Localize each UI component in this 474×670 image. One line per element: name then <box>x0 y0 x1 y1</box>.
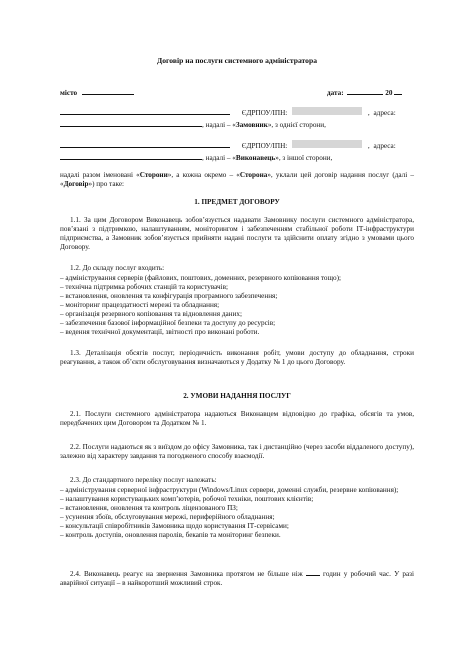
section2-p4-text-b: годин у робочий час. У разі аварійної ситуації – в найкоротший можливий строк. <box>60 570 414 587</box>
intro-paragraph: надалі разом іменовані «Сторони», а кожна окремо – «Сторона», уклали цей договір надання послуг (далі – «Договір») про таке: <box>60 171 415 188</box>
party2-role: Виконавець <box>235 154 276 162</box>
party1-row1: ЄДРПОУ/ІПН: , адреса: <box>60 106 420 118</box>
section2-heading: 2. УМОВИ НАДАННЯ ПОСЛУГ <box>183 392 291 400</box>
section2-p1: 2.1. Послуги системного адміністратора надаються Виконавцем відповідно до графіка, обсягів та умов, передбачених цим Договором та Додатком № 1. <box>60 410 414 427</box>
section1-heading: 1. ПРЕДМЕТ ДОГОВОРУ <box>194 198 280 206</box>
section1-p2-intro: 1.2. До складу послуг входить: <box>70 264 165 272</box>
party1-suffix-post: », з однієї сторони, <box>267 121 326 129</box>
section1-list <box>60 274 414 337</box>
party1-address-field[interactable] <box>60 118 202 127</box>
party1-role: Замовник <box>235 121 268 129</box>
list-item: – організація резервного копіювання та відновлення даних; <box>60 310 242 318</box>
list-item: – ведення технічної документації, звітності про виконані роботи. <box>60 328 260 336</box>
city-label: місто <box>60 89 78 97</box>
list-item: – усунення збоїв, обслуговування мережі, периферійного обладнання; <box>60 513 275 521</box>
list-item: – встановлення, оновлення та контроль ліцензованого ПЗ; <box>60 504 238 512</box>
party2-edrpou-field[interactable] <box>292 140 362 148</box>
section2-p2: 2.2. Послуги надаються як з виїздом до офісу Замовника, так і дистанційно (через засоби віддаленого доступу), залежно від характеру завдання та погодженого способу взаємодії. <box>60 443 414 460</box>
party1-edrpou-field[interactable] <box>292 107 362 115</box>
list-item: – встановлення, оновлення та конфігурація програмного забезпечення; <box>60 292 278 300</box>
date-label: дата: <box>327 89 344 97</box>
list-item: – забезпечення базової інформаційної безпеки та доступу до ресурсів; <box>60 319 276 327</box>
date-field[interactable] <box>347 86 383 95</box>
party1-name-field[interactable] <box>60 106 230 115</box>
section2-p4-text-a: 2.4. Виконавець реагує на звернення Замовника протягом не більше ніж <box>70 570 303 578</box>
document-title: Договір на послуги системного адміністратора <box>157 56 317 65</box>
city-field[interactable] <box>82 86 134 95</box>
date-row <box>327 86 402 98</box>
party2-address-label: адреса: <box>373 142 396 150</box>
section2-list <box>60 486 414 540</box>
list-item: – технічна підтримка робочих станцій та користувачів; <box>60 283 229 291</box>
list-item: – моніторинг працездатності мережі та обладнання; <box>60 301 220 309</box>
list-item: – адміністрування серверної інфраструктури (Windows/Linux сервери, доменні служби, резервне копіювання); <box>60 486 399 494</box>
party1-edrpou-label: ЄДРПОУ/ІПН: <box>241 109 288 117</box>
section2-p4 <box>60 567 414 588</box>
party2-suffix-pre: , надалі – « <box>202 154 236 162</box>
party2-row1: ЄДРПОУ/ІПН: , адреса: <box>60 139 420 151</box>
list-item: – контроль доступів, оновлення паролів, бекапів та моніторинг безпеки. <box>60 531 281 539</box>
party1-row2 <box>60 118 420 130</box>
section1-p3: 1.3. Деталізація обсягів послуг, періодичність виконання робіт, умови доступу до обладнання, строки реагування, а також об’єкти обслуговування визначаються у Додатку № 1 до цього Договору. <box>60 349 414 366</box>
party2-edrpou-label: ЄДРПОУ/ІПН: <box>241 142 288 150</box>
party2-address-field[interactable] <box>60 151 202 160</box>
list-item: – консультації співробітників Замовника щодо користування ІТ-сервісами; <box>60 522 289 530</box>
section1-p1: 1.1. За цим Договором Виконавець зобов’язується надавати Замовнику послуги системного адміністратора, пов’язані з підтримкою, налаштуванням, моніторингом і забезпеченням стабільної роботи ІТ-інфраструктури підприємства, а Замовник зобов’язується прийняти надані послуги та здійснити оплату згідно з умовами цього Договору. <box>60 216 414 251</box>
list-item: – адміністрування серверів (файлових, поштових, доменних, резервного копіювання тощо); <box>60 274 341 282</box>
response-hours-field[interactable] <box>306 567 320 576</box>
party1-address-label: адреса: <box>373 109 396 117</box>
section2-p3-intro: 2.3. До стандартного переліку послуг належать: <box>70 476 217 484</box>
date-year: 20 <box>385 89 393 97</box>
party2-row2 <box>60 151 420 163</box>
party2-suffix-post: », з іншої сторони, <box>275 154 333 162</box>
date-year-field[interactable] <box>394 86 402 95</box>
party2-name-field[interactable] <box>60 139 230 148</box>
city-row <box>60 86 134 98</box>
party1-suffix-pre: , надалі – « <box>202 121 236 129</box>
list-item: – налаштування користувацьких комп’ютерів, робочої техніки, поштових клієнтів; <box>60 495 314 503</box>
